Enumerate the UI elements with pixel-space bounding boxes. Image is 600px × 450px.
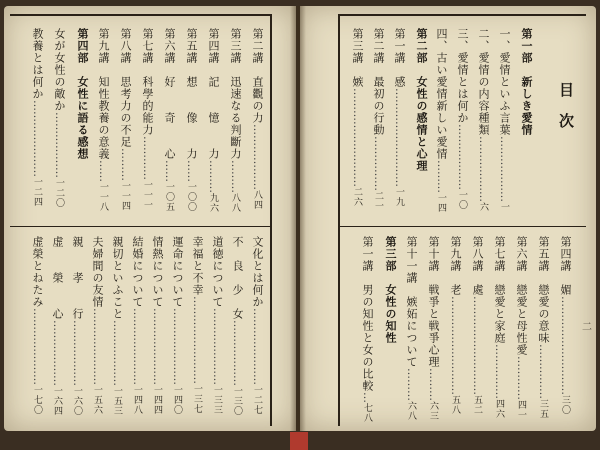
toc-entry-title: 女が女性の敵か — [53, 28, 66, 112]
toc-page-number: 一一八 — [98, 182, 108, 212]
toc-entry — [192, 236, 203, 426]
toc-leader-dots: ………………… — [31, 100, 44, 177]
toc-page-number: 一五六 — [92, 385, 102, 415]
toc-leader-dots: ……………………… — [449, 296, 462, 395]
toc-leader-dots: …… — [185, 160, 198, 182]
toc-entry-title: 第五講 想 像 力 — [185, 28, 198, 160]
toc-entry-title: 第九講 知性教養の意義 — [97, 28, 110, 160]
toc-entry-title: 三、愛情とは何か — [456, 28, 469, 124]
toc-entry-title: 不 良 少 女 — [231, 236, 244, 320]
toc-leader-dots: ……………… — [53, 112, 66, 178]
toc-entry-title: 第九講 老 — [449, 236, 462, 296]
toc-entry-title: 第五講 戀愛の意味 — [537, 236, 550, 344]
toc-entry — [450, 236, 461, 426]
toc-entry-title: 第四部 女性に語る感想 — [76, 28, 89, 160]
toc-leader-dots: ……………… — [51, 320, 64, 386]
toc-page-number: 四一 — [516, 400, 526, 420]
toc-entry — [32, 28, 43, 220]
toc-leader-dots: …………… — [493, 344, 506, 399]
toc-page-number: 一 — [499, 202, 509, 212]
toc-entry-title: 第四講 媚 — [559, 236, 572, 296]
toc-leader-dots: ……………… — [498, 136, 511, 202]
toc-page-number: 六 — [478, 202, 488, 212]
toc-page-number: 一四 — [436, 193, 446, 213]
toc-entry — [52, 236, 63, 426]
toc-entry-title: 二、愛情の内容種類 — [477, 28, 490, 136]
toc-leader-dots: ……………… — [111, 320, 124, 386]
toc-page-number: 一〇 — [457, 190, 467, 210]
toc-entry-title: 幸福と不幸 — [191, 236, 204, 296]
toc-leader-dots: ………… — [141, 136, 154, 180]
toc-entry — [478, 28, 489, 220]
toc-leader-dots: ……………………… — [393, 88, 406, 187]
toc-page-number: 五二 — [472, 395, 482, 415]
toc-entry-title: 夫婦間の友情 — [91, 236, 104, 308]
right-middle-rule — [340, 226, 586, 227]
toc-entry-title: 第三講 嫉 — [351, 28, 364, 88]
toc-page-number: 一四〇 — [172, 385, 182, 415]
toc-page-number: 二一 — [373, 191, 383, 211]
toc-page-number: 七八 — [362, 403, 372, 423]
toc-entry-title: 親 孝 行 — [71, 236, 84, 320]
toc-entry — [373, 28, 384, 220]
toc-leader-dots: …… — [97, 160, 110, 182]
toc-leader-dots: ……………………… — [351, 88, 364, 187]
toc-leader-dots: …………… — [372, 136, 385, 191]
toc-leader-dots: ……… — [207, 160, 220, 193]
toc-leader-dots: ……………… — [456, 124, 469, 190]
toc-entry — [212, 236, 223, 426]
toc-entry-title: 文化とは何か — [251, 236, 264, 308]
toc-entry — [499, 28, 510, 220]
toc-section-heading — [384, 236, 396, 426]
toc-leader-dots: ……… — [229, 160, 242, 193]
toc-page-number: 九六 — [208, 193, 218, 213]
toc-page-number: 一六〇 — [72, 386, 82, 416]
toc-entry — [230, 28, 241, 220]
toc-entry-title: 結婚について — [131, 236, 144, 308]
toc-entry — [98, 28, 109, 220]
toc-entry — [457, 28, 468, 220]
left-frame-top — [10, 14, 272, 16]
toc-leader-dots: ……………… — [71, 320, 84, 386]
toc-entry-title: 第十講 戦爭と戦爭心理 — [427, 236, 440, 368]
toc-entry-title: 第二講 直觀の力 — [251, 28, 264, 124]
toc-entry-title: 第一講 感 — [393, 28, 406, 88]
toc-page-number: 八四 — [252, 190, 262, 210]
toc-page-number: 一三三 — [212, 385, 222, 415]
toc-entry-title: 第一部 新しき愛情 — [520, 28, 533, 136]
red-sticker — [290, 432, 308, 450]
toc-entry — [406, 236, 417, 426]
toc-entry-title: 第七講 科學的能力 — [141, 28, 154, 136]
toc-entry — [120, 28, 131, 220]
toc-leader-dots: ……………… — [231, 320, 244, 386]
toc-leader-dots: ……………………… — [471, 296, 484, 395]
toc-page-number: 一四八 — [132, 385, 142, 415]
toc-entry-title: 第四講 記 憶 力 — [207, 28, 220, 160]
toc-entry-title: 第三講 迅速なる判斷力 — [229, 28, 242, 160]
toc-entry — [252, 236, 263, 426]
toc-page-number: 一六四 — [52, 386, 62, 416]
toc-entry-title: 第十一講 嫉妬について — [405, 236, 418, 368]
toc-page-number: 一一四 — [120, 181, 130, 211]
toc-leader-dots: …………………… — [191, 296, 204, 384]
toc-leader-dots: ……………………… — [559, 296, 572, 395]
toc-page-number: 一七〇 — [32, 385, 42, 415]
toc-leader-dots: ………………… — [151, 308, 164, 385]
toc-entry — [362, 236, 373, 426]
toc-entry-title: 第三部 女性の知性 — [384, 236, 397, 344]
toc-leader-dots: … — [361, 392, 374, 403]
toc-entry-title: 第八講 處 — [471, 236, 484, 296]
toc-entry-title: 情熱について — [151, 236, 164, 308]
toc-entry — [232, 236, 243, 426]
toc-entry-title: 第二部 女性の感情と心理 — [415, 28, 428, 172]
toc-page-number: 一〇〇 — [186, 182, 196, 212]
toc-page-number: 一二〇 — [54, 178, 64, 208]
toc-entry-title: 道徳について — [211, 236, 224, 308]
toc-entry — [172, 236, 183, 426]
toc-page-number: 一五三 — [112, 386, 122, 416]
toc-entry — [112, 236, 123, 426]
toc-leader-dots: …………… — [537, 344, 550, 399]
toc-entry — [394, 28, 405, 220]
toc-entry-title: 第七講 戀愛と家庭 — [493, 236, 506, 344]
toc-entry — [208, 28, 219, 220]
toc-page-number: 六八 — [406, 401, 416, 421]
toc-leader-dots: ………………… — [131, 308, 144, 385]
toc-leader-dots: ……… — [435, 160, 448, 193]
toc-entry-title: 第一講 男の知性と女の比較 — [361, 236, 374, 392]
toc-entry-title: 虚 榮 心 — [51, 236, 64, 320]
toc-page-number: 一〇五 — [164, 182, 174, 212]
toc-leader-dots: ……………… — [477, 136, 490, 202]
toc-leader-dots: ………………… — [171, 308, 184, 385]
toc-leader-dots: ………………… — [91, 308, 104, 385]
toc-entry — [132, 236, 143, 426]
toc-entry-title: 第六講 好 奇 心 — [163, 28, 176, 160]
toc-leader-dots: ………………… — [211, 308, 224, 385]
toc-page-number: 一九 — [394, 187, 404, 207]
toc-section-heading — [415, 28, 427, 220]
toc-leader-dots: ……………… — [251, 124, 264, 190]
left-middle-rule — [10, 226, 270, 227]
toc-page-number: 八八 — [230, 193, 240, 213]
toc-leader-dots: ……… — [405, 368, 418, 401]
toc-entry-title: 第六講 戀愛と母性愛 — [515, 236, 528, 356]
left-frame-right — [270, 14, 272, 426]
toc-entry-title: 運命について — [171, 236, 184, 308]
toc-heading: 目次 — [557, 82, 575, 144]
toc-entry-title: 教養とは何か — [31, 28, 44, 100]
toc-entry — [186, 28, 197, 220]
toc-page-number: 一二七 — [252, 385, 262, 415]
toc-entry-title: 一、愛情といふ言葉 — [498, 28, 511, 136]
toc-page-number: 一三〇 — [232, 386, 242, 416]
toc-page-number: 五八 — [450, 395, 460, 415]
toc-entry — [538, 236, 549, 426]
toc-entry — [142, 28, 153, 220]
right-page — [300, 6, 596, 431]
toc-leader-dots: …… — [163, 160, 176, 182]
toc-entry-title: 第八講 思考力の不足 — [119, 28, 132, 148]
toc-page-number: 一三七 — [192, 384, 202, 414]
book-gutter — [290, 6, 306, 431]
toc-entry — [352, 28, 363, 220]
toc-page-number: 三五 — [538, 399, 548, 419]
toc-page-number: 一四四 — [152, 385, 162, 415]
toc-page-number: 三〇 — [560, 395, 570, 415]
toc-section-heading — [520, 28, 532, 220]
toc-entry — [516, 236, 527, 426]
toc-entry-title: 虚榮とねたみ — [31, 236, 44, 308]
toc-page-number: 一二四 — [32, 177, 42, 207]
toc-entry — [92, 236, 103, 426]
toc-entry — [164, 28, 175, 220]
toc-page-number: 二六 — [352, 187, 362, 207]
toc-entry — [494, 236, 505, 426]
toc-entry — [472, 236, 483, 426]
toc-page-number: 六三 — [428, 401, 438, 421]
toc-leader-dots: ………………… — [251, 308, 264, 385]
toc-entry-title: 四、古い愛情新しい愛情 — [435, 28, 448, 160]
toc-entry — [428, 236, 439, 426]
toc-entry — [436, 28, 447, 220]
toc-leader-dots: ………… — [515, 356, 528, 400]
toc-entry — [152, 236, 163, 426]
toc-entry — [54, 28, 65, 220]
page-number: 二 — [582, 322, 592, 333]
toc-entry-title: 親切といふこと — [111, 236, 124, 320]
toc-leader-dots: ………………… — [31, 308, 44, 385]
toc-section-heading — [76, 28, 88, 220]
right-frame-top — [338, 14, 586, 16]
toc-entry — [32, 236, 43, 426]
toc-page-number: 四六 — [494, 399, 504, 419]
right-frame-left — [338, 14, 340, 426]
toc-page-number: 一一一 — [142, 180, 152, 210]
toc-leader-dots: ……… — [119, 148, 132, 181]
toc-entry — [72, 236, 83, 426]
toc-leader-dots: ……… — [427, 368, 440, 401]
toc-entry — [252, 28, 263, 220]
toc-entry — [560, 236, 571, 426]
toc-entry-title: 第二講 最初の行動 — [372, 28, 385, 136]
